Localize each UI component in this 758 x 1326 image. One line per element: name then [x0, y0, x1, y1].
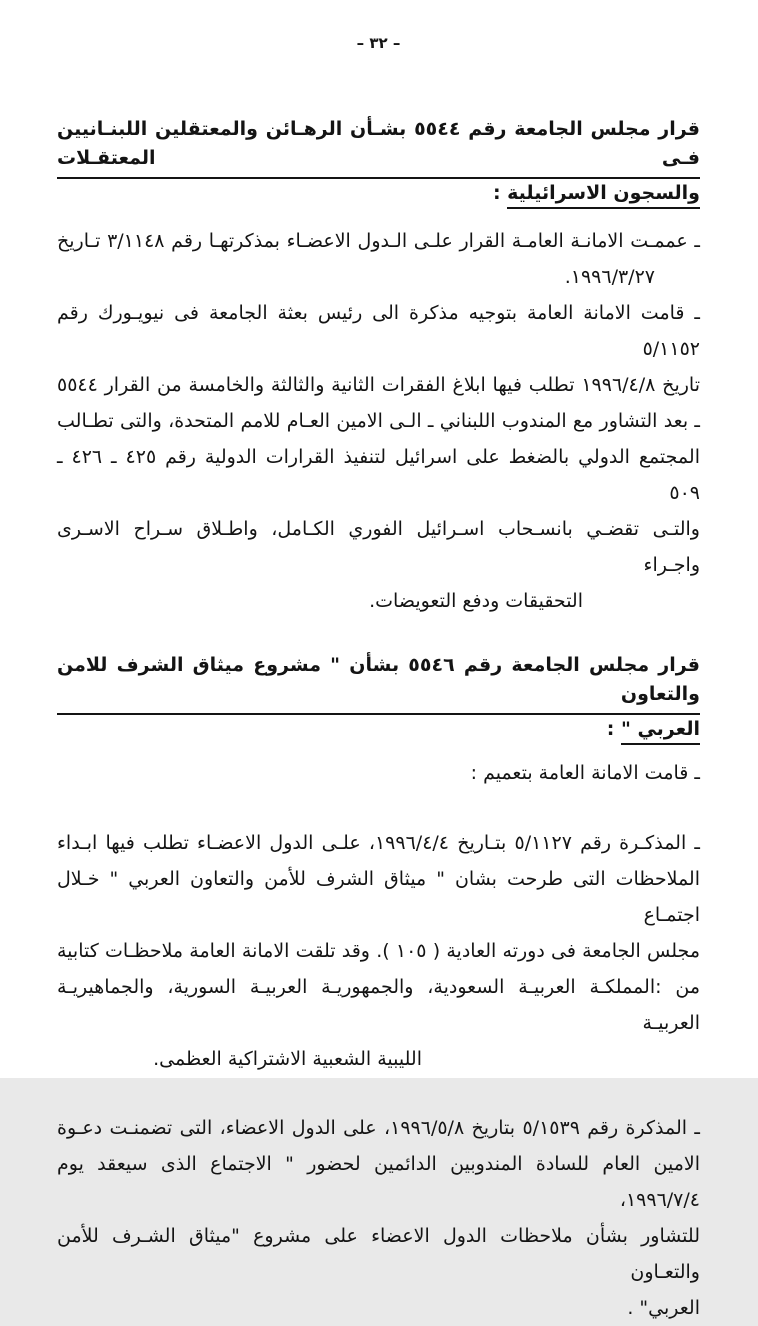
text-line: قرار مجلس الجامعة رقم ٥٥٤٤ بشـأن الرهـائن والمعتقلين اللبنـانيين فـى المعتقـلات — [57, 115, 700, 179]
resolution-5544-heading — [57, 115, 700, 212]
text-line: الليبية الشعبية الاشتراكية العظمى. — [153, 1048, 422, 1070]
text-line: والتـى تقضـي بانسـحاب اسـرائيل الفوري الكـامل، واطـلاق سـراح الاسـرى واجـراء — [57, 518, 700, 576]
para-secretariat-circulated — [57, 755, 700, 791]
text-line: للتشاور بشأن ملاحظات الدول الاعضاء على مشروع "ميثاق الشـرف للأمن والتعـاون — [57, 1225, 700, 1283]
document-content — [57, 115, 700, 1326]
underlined-text: والسجون الاسرائيلية — [507, 182, 700, 209]
text-line: ـ قامت الامانة العامة بتعميم : — [470, 762, 700, 784]
text-line: التحقيقات ودفع التعويضات. — [369, 590, 583, 612]
text-line: ـ المذكـرة رقم ٥/١١٢٧ بتـاريخ ١٩٩٦/٤/٤، علـى الدول الاعضـاء تطلب فيها ابـداء — [57, 832, 700, 854]
text-line: تاريخ ١٩٩٦/٤/٨ تطلب فيها ابلاغ الفقرات الثانية والثالثة والخامسة من القرار ٥٥٤٤ — [57, 374, 700, 396]
underlined-text: العربي " — [621, 718, 700, 745]
para-circulation-memo-1148 — [57, 223, 700, 295]
text-line — [57, 715, 700, 748]
text-line — [57, 179, 700, 212]
text-line: المجتمع الدولي بالضغط على اسرائيل لتنفيذ القرارات الدولية رقم ٤٢٥ ـ ٤٢٦ ـ ٥٠٩ — [57, 446, 700, 504]
para-newyork-memo-1152 — [57, 295, 700, 619]
text-line: ـ بعد التشاور مع المندوب اللبناني ـ الـى الامين العـام للامم المتحدة، والتى تطـالب — [57, 410, 700, 432]
text-line: ـ المذكرة رقم ٥/١٥٣٩ بتاريخ ١٩٩٦/٥/٨، على الدول الاعضاء، التى تضمنـت دعـوة — [57, 1117, 701, 1139]
text-line: العربي" . — [627, 1297, 700, 1319]
text-line: الملاحظات التى طرحت بشان " ميثاق الشرف للأمن والتعاون العربي " خـلال اجتمـاع — [57, 868, 700, 926]
plain-text: : — [492, 182, 508, 204]
para-memo-1127 — [57, 825, 700, 1077]
para-memo-1539 — [57, 1110, 700, 1326]
text-line: من :المملكـة العربيـة السعودية، والجمهوريـة العربيـة السورية، والجماهيريـة العربيـة — [57, 976, 700, 1034]
text-line: مجلس الجامعة فى دورته العادية ( ١٠٥ ). وقد تلقت الامانة العامة ملاحظـات كتابية — [57, 940, 700, 962]
page-number: – ٣٢ – — [356, 34, 401, 52]
text-line: ـ عممـت الامانـة العامـة القرار علـى الـدول الاعضـاء بمذكرتهـا رقم ٣/١١٤٨ تـاريخ — [57, 230, 700, 252]
text-line: قرار مجلس الجامعة رقم ٥٥٤٦ بشأن " مشروع ميثاق الشرف للامن والتعاون — [57, 651, 700, 715]
text-line: ـ قامت الامانة العامة بتوجيه مذكرة الى رئيس بعثة الجامعة فى نيويـورك رقم ٥/١١٥٢ — [57, 302, 700, 360]
plain-text: : — [606, 718, 621, 740]
text-line: ١٩٩٦/٣/٢٧. — [564, 266, 655, 288]
text-line: الامين العام للسادة المندوبين الدائمين لحضور " الاجتماع الذى سيعقد يوم ١٩٩٦/٧/٤، — [57, 1153, 700, 1211]
resolution-5546-heading — [57, 651, 700, 748]
